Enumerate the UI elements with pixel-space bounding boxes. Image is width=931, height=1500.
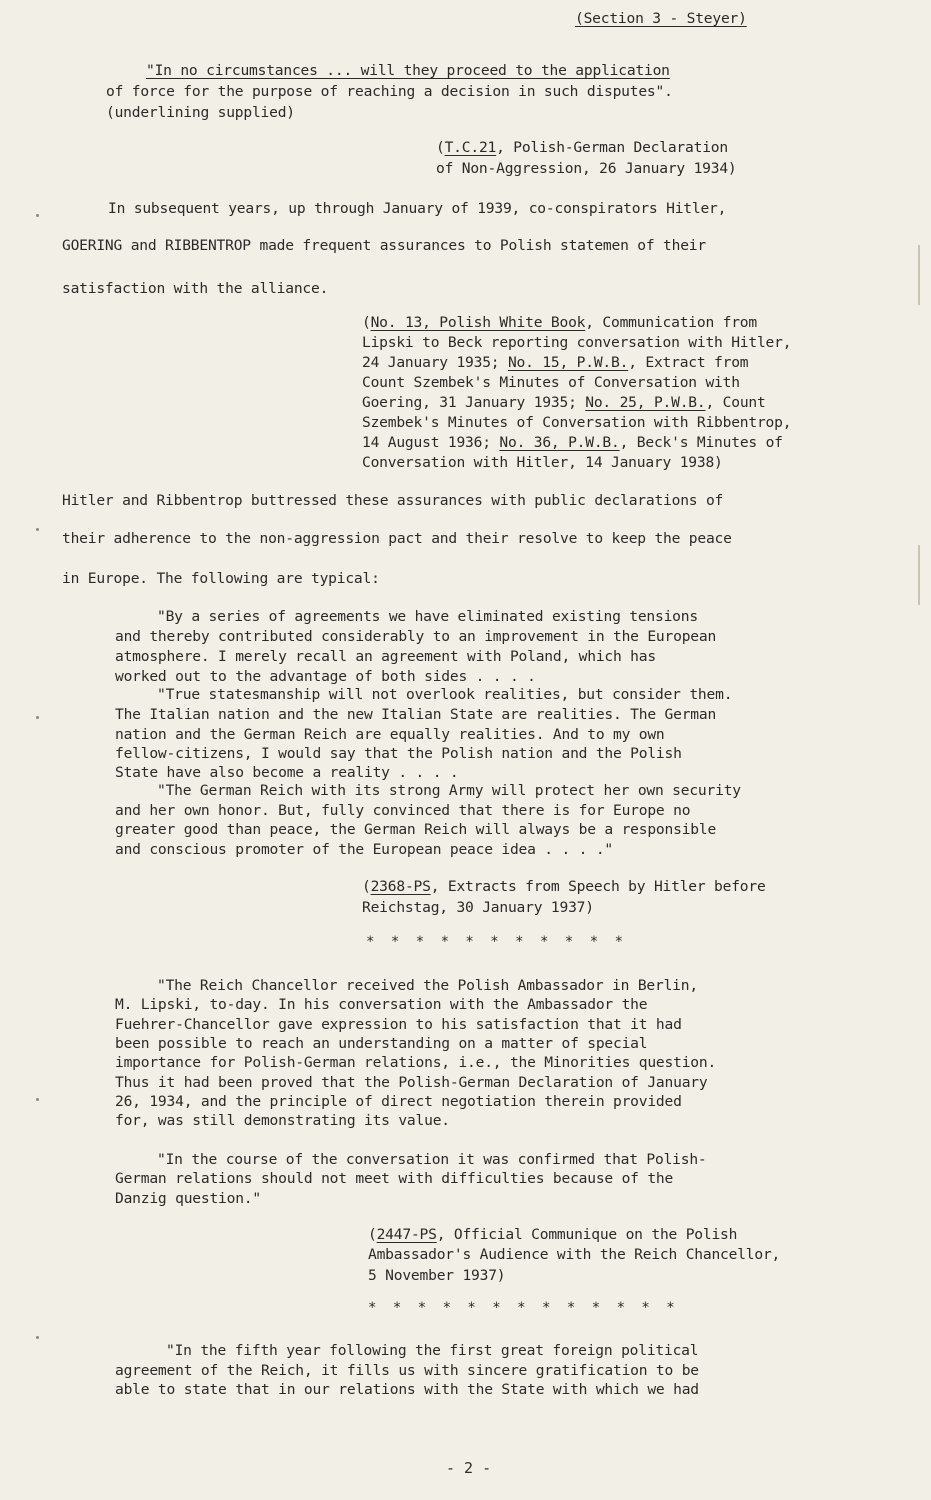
scan-dot [36, 214, 39, 217]
quote1-line: "In no circumstances ... will they proceed to the application [146, 62, 670, 79]
citation-line: 5 November 1937) [368, 1267, 506, 1284]
communique-line: "In the course of the conversation it was confirmed that Polish- [157, 1151, 707, 1168]
citation-line: Lipski to Beck reporting conversation with Hitler, [362, 334, 792, 351]
speech-quote-line: greater good than peace, the German Reich will always be a responsible [115, 821, 717, 838]
section-separator: * * * * * * * * * * * * * [368, 1300, 679, 1316]
quote1-line: of force for the purpose of reaching a decision in such disputes". [106, 83, 673, 100]
paragraph-line: in Europe. The following are typical: [62, 570, 380, 587]
citation-line: Conversation with Hitler, 14 January 1938) [362, 454, 723, 471]
quote-line: able to state that in our relations with the State with which we had [115, 1381, 699, 1398]
communique-line: M. Lipski, to-day. In his conversation with the Ambassador the [115, 996, 648, 1013]
paragraph-line: Hitler and Ribbentrop buttressed these assurances with public declarations of [62, 492, 724, 509]
citation-line: Count Szembek's Minutes of Conversation with [362, 374, 740, 391]
citation-polish-white-book: (No. 13, Polish White Book, Communication from [362, 314, 757, 331]
paragraph-line: satisfaction with the alliance. [62, 280, 329, 297]
section-separator: * * * * * * * * * * * [366, 934, 628, 950]
paragraph-line: In subsequent years, up through January of 1939, co-conspirators Hitler, [108, 200, 727, 217]
speech-quote-line: and thereby contributed considerably to an improvement in the European [115, 628, 717, 645]
speech-quote-line: atmosphere. I merely recall an agreement with Poland, which has [115, 648, 656, 665]
speech-quote-line: nation and the German Reich are equally realities. And to my own [115, 726, 665, 743]
speech-quote-line: "By a series of agreements we have eliminated existing tensions [157, 608, 698, 625]
communique-line: 26, 1934, and the principle of direct negotiation therein provided [115, 1093, 682, 1110]
communique-line: Thus it had been proved that the Polish-German Declaration of January [115, 1074, 708, 1091]
communique-line: for, was still demonstrating its value. [115, 1112, 450, 1129]
scan-dot [36, 1336, 39, 1339]
communique-line: "The Reich Chancellor received the Polish Ambassador in Berlin, [157, 977, 698, 994]
communique-line: German relations should not meet with difficulties because of the [115, 1170, 674, 1187]
quote-line: "In the fifth year following the first great foreign political [166, 1342, 699, 1359]
communique-line: Danzig question." [115, 1190, 261, 1207]
scan-dot [36, 1098, 39, 1101]
scan-edge-mark [918, 245, 920, 305]
citation-line: Reichstag, 30 January 1937) [362, 899, 594, 916]
communique-line: importance for Polish-German relations, i.e., the Minorities question. [115, 1054, 717, 1071]
citation-line: Szembek's Minutes of Conversation with Ribbentrop, [362, 414, 792, 431]
citation-line: 24 January 1935; No. 15, P.W.B., Extract from [362, 354, 749, 371]
page-number: - 2 - [446, 1459, 492, 1477]
speech-quote-line: State have also become a reality . . . . [115, 764, 459, 781]
citation-2447-ps: (2447-PS, Official Communique on the Polish [368, 1226, 738, 1243]
scan-dot [36, 528, 39, 531]
speech-quote-line: worked out to the advantage of both sides . . . . [115, 668, 536, 685]
speech-quote-line: "True statesmanship will not overlook realities, but consider them. [157, 686, 733, 703]
citation-line: of Non-Aggression, 26 January 1934) [436, 160, 737, 177]
citation-2368-ps: (2368-PS, Extracts from Speech by Hitler before [362, 878, 766, 895]
speech-quote-line: and conscious promoter of the European peace idea . . . ." [115, 841, 613, 858]
quote1-line: (underlining supplied) [106, 104, 295, 121]
section-header: (Section 3 - Steyer) [575, 10, 747, 27]
paragraph-line: GOERING and RIBBENTROP made frequent assurances to Polish statemen of their [62, 237, 706, 254]
communique-line: Fuehrer-Chancellor gave expression to his satisfaction that it had [115, 1016, 682, 1033]
communique-line: been possible to reach an understanding on a matter of special [115, 1035, 648, 1052]
scan-dot [36, 716, 39, 719]
speech-quote-line: and her own honor. But, fully convinced that there is for Europe no [115, 802, 691, 819]
citation-line: Goering, 31 January 1935; No. 25, P.W.B., Count [362, 394, 766, 411]
citation-tc21: (T.C.21, Polish-German Declaration [436, 139, 728, 156]
citation-line: 14 August 1936; No. 36, P.W.B., Beck's Minutes of [362, 434, 783, 451]
speech-quote-line: "The German Reich with its strong Army will protect her own security [157, 782, 741, 799]
citation-line: Ambassador's Audience with the Reich Chancellor, [368, 1246, 781, 1263]
quote-line: agreement of the Reich, it fills us with sincere gratification to be [115, 1362, 699, 1379]
paragraph-line: their adherence to the non-aggression pact and their resolve to keep the peace [62, 530, 732, 547]
speech-quote-line: The Italian nation and the new Italian State are realities. The German [115, 706, 717, 723]
speech-quote-line: fellow-citizens, I would say that the Polish nation and the Polish [115, 745, 682, 762]
scan-edge-mark [918, 545, 920, 605]
